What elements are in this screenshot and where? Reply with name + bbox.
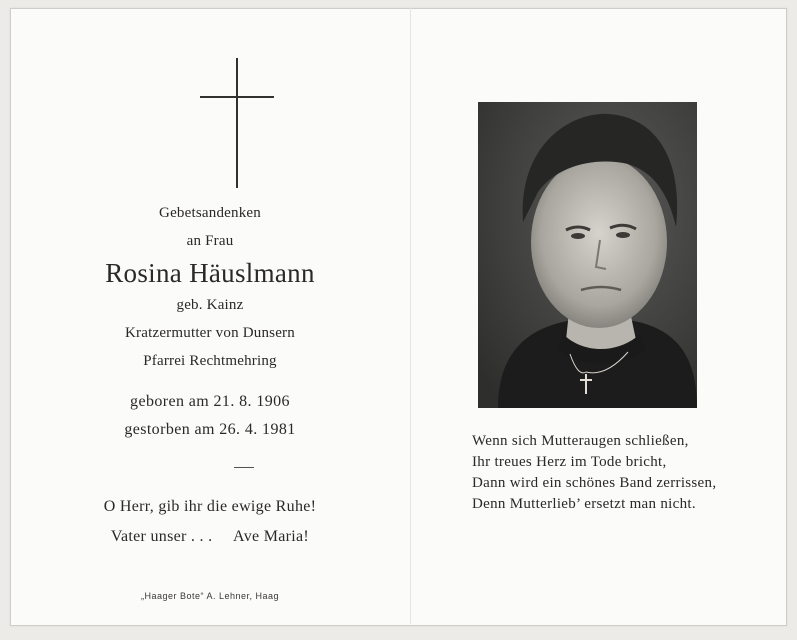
birth-date: geboren am 21. 8. 1906 bbox=[130, 393, 290, 410]
title-line: Kratzermutter von Dunsern bbox=[125, 325, 295, 341]
prayer-line-1: O Herr, gib ihr die ewige Ruhe! bbox=[103, 498, 317, 515]
card-fold-line bbox=[410, 8, 411, 624]
verse-line: Ihr treues Herz im Tode bricht, bbox=[472, 454, 667, 470]
verse-line: Denn Mutterlieb’ ersetzt man nicht. bbox=[472, 496, 696, 512]
printer-credit: „Haager Bote“ A. Lehner, Haag bbox=[140, 591, 280, 601]
divider bbox=[234, 467, 254, 468]
maiden-name: geb. Kainz bbox=[176, 297, 244, 313]
parish-line: Pfarrei Rechtmehring bbox=[143, 353, 277, 369]
heading: Gebetsandenken bbox=[159, 205, 261, 221]
death-date: gestorben am 26. 4. 1981 bbox=[124, 421, 296, 438]
memorial-verse bbox=[472, 431, 762, 515]
deceased-name: Rosina Häuslmann bbox=[105, 258, 315, 288]
cross-icon bbox=[200, 58, 280, 193]
verse-line: Dann wird ein schönes Band zerrissen, bbox=[472, 475, 717, 491]
verse-line: Wenn sich Mutteraugen schließen, bbox=[472, 433, 689, 449]
portrait-photo bbox=[478, 102, 697, 408]
prayer-line-2: Vater unser . . . Ave Maria! bbox=[110, 528, 310, 545]
recipient-line: an Frau bbox=[186, 233, 234, 249]
left-panel bbox=[40, 0, 380, 616]
